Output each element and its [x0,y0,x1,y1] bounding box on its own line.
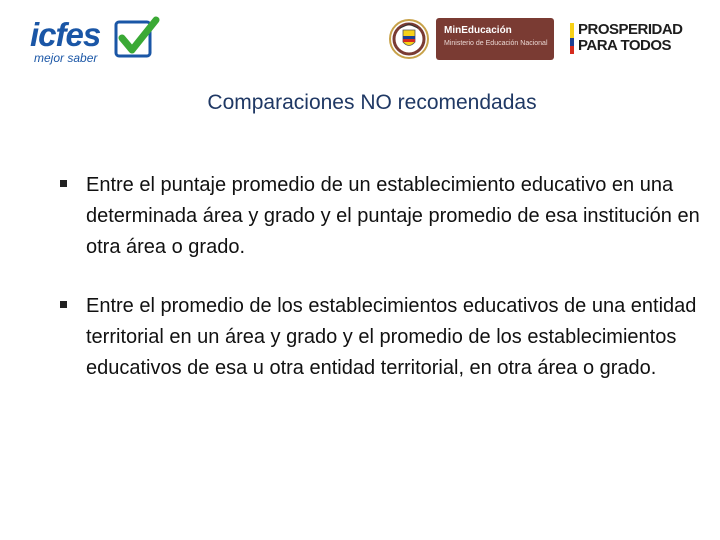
icfes-logo-name: icfes [30,16,101,53]
flag-stripe-icon [570,23,574,54]
bullet-square-icon [60,180,67,187]
bullet-square-icon [60,301,67,308]
bullet-text: Entre el puntaje promedio de un establecimiento educativo en una determinada área y grado y el puntaje promedio de esa institución en otra área o grado. [86,174,700,258]
prosperidad-line1: PROSPERIDAD [578,21,683,38]
ministerio-subtitle: Ministerio de Educación Nacional [444,40,548,47]
prosperidad-logo [570,22,694,56]
coat-of-arms-icon [388,18,430,60]
list-item [60,170,700,263]
ministerio-banner [436,18,554,60]
checkmark-icon [114,16,160,60]
bullet-list [60,170,700,412]
icfes-logo-tagline: mejor saber [34,51,98,65]
page-title: Comparaciones NO recomendadas [207,91,537,114]
prosperidad-line2: PARA TODOS [578,37,672,54]
bullet-text: Entre el promedio de los establecimientos educativos de una entidad territorial en un área y grado y el promedio de los establecimientos educativos de esa u otra entidad territorial, en otra área o grado. [86,295,697,379]
ministerio-logo [388,18,554,60]
ministerio-title: MinEducación [444,25,512,36]
list-item [60,291,700,384]
icfes-logo [30,16,160,66]
